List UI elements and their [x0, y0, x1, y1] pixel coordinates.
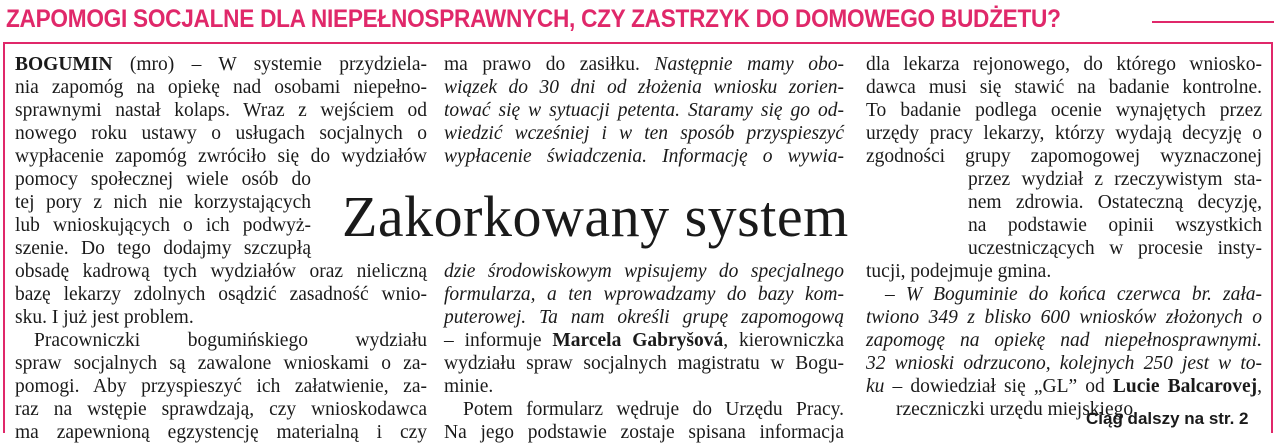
text-line: Potem formularz wędruje do Urzędu Pracy. [463, 399, 844, 420]
quote-line: wypłacenie świadczenia. Informację o wywia- [444, 146, 844, 167]
quote-line: wiedzić wcześniej i w ten sposób przyspieszyć [444, 123, 844, 144]
text-line: wydziału spraw socjalnych magistratu w Bogu- [444, 353, 844, 374]
text-line: nowego roku ustawy o usługach socjalnych o [15, 123, 427, 144]
text-line: pomocy społecznej wiele osób do [15, 169, 311, 190]
text-span: ma prawo do zasiłku. [444, 54, 640, 75]
quote-line: tować się w sytuacji petenta. Staramy się go od- [444, 100, 844, 121]
text-line: tucji, podejmuje gmina. [866, 261, 1052, 282]
text-line [15, 53, 427, 76]
text-line: tej pory z nich nie korzystających [15, 192, 311, 213]
text-line: rzeczniczki urzędu miejskiego. [896, 399, 1139, 420]
continued-note[interactable]: Ciąg dalszy na str. 2 [1086, 409, 1249, 428]
quote-span: Następnie mamy obo- [654, 54, 844, 75]
text-line [444, 53, 844, 76]
text-line: spraw socjalnych są zawalone wnioskami o za- [15, 353, 427, 374]
text-line: uczestniczących w procesie insty- [968, 238, 1262, 259]
dateline: BOGUMIN [15, 54, 113, 75]
text-line: sprawnymi nastał kolaps. Wraz z wejściem od [15, 100, 427, 121]
text-line: lub wnioskujących o ich podwyż- [15, 215, 311, 236]
text-line: ma zapewnioną egzystencję materialną i czy [15, 422, 427, 443]
text-line: szenie. Do tego dodajmy szczupłą [15, 238, 311, 259]
text-line [866, 375, 1262, 398]
headline-bar [0, 0, 1278, 40]
person-name: Lucie Balcarovej [1112, 376, 1258, 397]
text-line: nem zdrowia. Ostateczną decyzję, [968, 192, 1262, 213]
text-line: wypłacenie zapomóg zwróciło się do wydziałów [15, 146, 427, 167]
text-line: bazę lekarzy zdolnych osądzić zasadność wnio- [15, 284, 427, 305]
text-line: Na jego podstawie zostaje spisana informacja [444, 422, 844, 443]
quote-span: ku [866, 376, 885, 397]
quote-line: wiązek do 30 dni od złożenia wniosku zorien- [444, 77, 844, 98]
article-title: Zakorkowany system [342, 184, 849, 249]
text-line: raz na wstępie sprawdzają, czy wnioskodawca [15, 399, 427, 420]
quote-line: formularza, a ten wprowadzamy do bazy kom- [444, 284, 844, 305]
quote-line: twiono 349 z blisko 600 wniosków złożonych o [866, 307, 1262, 328]
quote-line: puterowej. Ta nam określi grupę zapomogową [444, 307, 844, 328]
text-line: To badanie podlega ocenie wynajętych przez [866, 100, 1262, 121]
text-span: – dowiedział się „GL” od [884, 376, 1113, 397]
text-line: sku. I już jest problem. [15, 307, 194, 328]
quote-line: 32 wnioski odrzucono, kolejnych 250 jest w to- [866, 353, 1262, 374]
text-line: zgodności grupy zapomogowej wyznaczonej [866, 146, 1262, 167]
text-line: przez wydział z rzeczywistym sta- [968, 169, 1262, 190]
quote-line: zapomogę na opiekę nad niepełnosprawnymi. [866, 330, 1262, 351]
text-line: na podstawie opinii wszystkich [968, 215, 1262, 236]
text-span: – informuje [444, 330, 553, 351]
text-span: (mro) – W systemie przydziela- [112, 54, 427, 75]
text-line: obsadę kadrową tych wydziałów oraz nieliczną [15, 261, 427, 282]
text-line: minie. [444, 376, 494, 397]
text-line: Pracowniczki bogumińskiego wydziału [34, 330, 427, 351]
text-line: nia zapomóg na opiekę nad osobami niepełno- [15, 77, 427, 98]
person-name: Marcela Gabryšová [552, 330, 724, 351]
text-line: dawca musi się stawić na badanie kontrolne. [866, 77, 1262, 98]
text-line: dla lekarza rejonowego, do którego wniosko- [866, 54, 1262, 75]
text-line [444, 329, 844, 352]
text-span: , [1257, 376, 1262, 397]
headline-rule [1152, 21, 1274, 23]
text-line: urzędy pracy lekarzy, którzy wydają decyzję o [866, 123, 1262, 144]
quote-line: – W Boguminie do końca czerwca br. zała- [885, 284, 1262, 305]
text-line: pomogi. Aby przyspieszyć ich załatwienie, za- [15, 376, 427, 397]
headline: ZAPOMOGI SOCJALNE DLA NIEPEŁNOSPRAWNYCH, CZY ZASTRZYK DO DOMOWEGO BUDŻETU? [6, 5, 1061, 33]
quote-line: dzie środowiskowym wpisujemy do specjalnego [444, 261, 844, 282]
text-span: , kierowniczka [723, 330, 844, 351]
